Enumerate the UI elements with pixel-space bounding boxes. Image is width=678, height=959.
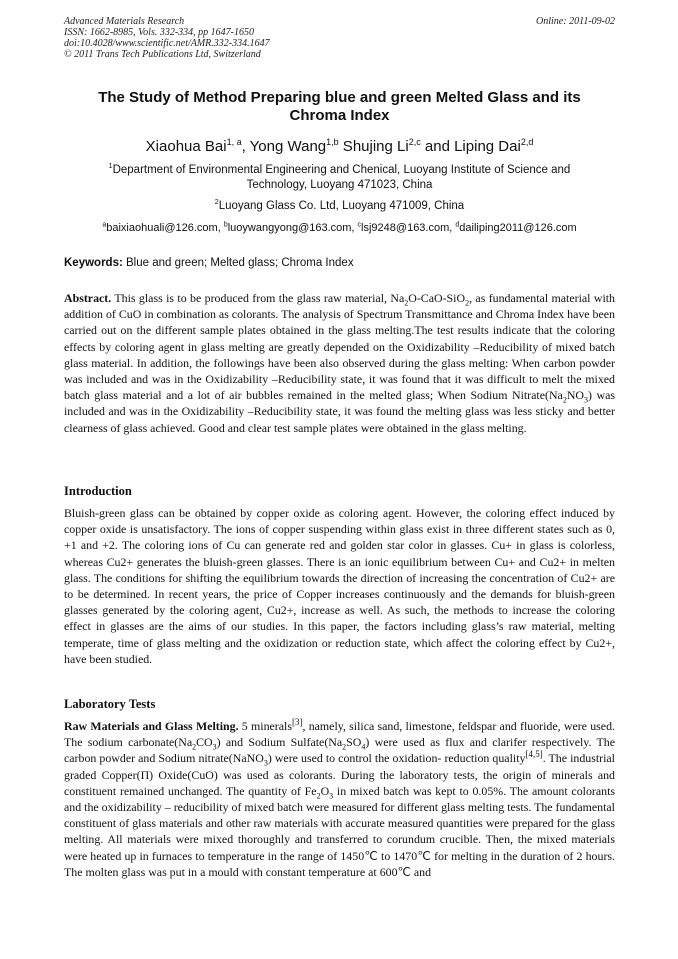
email-mark: b — [223, 221, 228, 229]
abstract-text: O-CaO-SiO — [408, 291, 466, 305]
subsection-runin-heading: Raw Materials and Glass Melting. — [64, 719, 239, 733]
subscript: 3 — [263, 758, 268, 768]
author-affil-mark: 2,c — [408, 137, 421, 147]
author-name: Liping Dai — [454, 138, 521, 155]
author-separator: and — [420, 138, 455, 155]
online-date: Online: 2011-09-02 — [536, 16, 615, 27]
affiliation-mark: 2 — [214, 199, 219, 207]
lab-text: ) were used to control the oxidation- reduction quality — [267, 751, 526, 766]
laboratory-paragraph — [64, 718, 615, 880]
lab-text: 5 minerals — [238, 719, 292, 733]
title-line-1: The Study of Method Preparing blue and green Melted Glass and its — [98, 89, 581, 106]
abstract-text: This glass is to be produced from the glass raw material, Na — [111, 291, 405, 305]
subscript: 2 — [192, 742, 197, 752]
author-name: Yong Wang — [249, 138, 327, 155]
section-heading-introduction: Introduction — [64, 484, 132, 498]
author-separator: , — [241, 138, 250, 155]
keywords-text: Blue and green; Melted glass; Chroma Index — [122, 257, 354, 269]
affiliation-1 — [64, 163, 615, 193]
affiliation-mark: 1 — [108, 163, 113, 171]
keywords-label: Keywords: — [64, 257, 123, 269]
lab-text: . The industrial graded Copper(Π) Oxide(CuO) was used as colorants. During the laboratory tests, the origin of minerals and constituent remained unchanged. The quantity of Fe — [64, 751, 615, 798]
lab-text: CO — [196, 735, 213, 750]
author-affil-mark: 1, a — [226, 137, 242, 147]
issn-line: ISSN: 1662-8985, Vols. 332-334, pp 1647-1650 — [64, 27, 254, 38]
abstract-text: , as fundamental material with addition of CuO in combination as colorants. The analysis of Spectrum Transmittance and Chroma Index have been carried out on the different sample plates obtained in the glass melting.The test results indicate that the coloring effects by coloring agent in glass melting are greatly depended on the Oxidizability –Reducibility of mixed batch glass material. In addition, the followings have been also observed during the glass melting: When carbon powder was included and was in the Oxidizability –Reducibility state, it was found that it was difficult to melt the mixed batch glass material and a lot of air bubbles remained in the melted glass; When Sodium Nitrate(Na — [64, 291, 616, 403]
title-line-2: Chroma Index — [289, 107, 390, 124]
author-affil-mark: 2,d — [520, 137, 534, 147]
keywords-line — [64, 256, 615, 270]
subscript: 2 — [342, 742, 347, 752]
lab-text: ) were used as flux and clarifer respectively. The carbon powder and Sodium nitrate(NaNO — [64, 735, 616, 766]
affiliation-text: Technology, Luoyang 471023, China — [246, 179, 433, 191]
email-link[interactable]: luoywangyong@163.com, — [227, 222, 358, 234]
lab-text: ) and Sodium Sulfate(Na — [216, 735, 343, 750]
email-mark: a — [102, 221, 107, 229]
affiliation-text: Department of Environmental Engineering and Chenical, Luoyang Institute of Science and — [112, 164, 571, 176]
subscript: 3 — [329, 791, 334, 801]
email-link[interactable]: dailiping2011@126.com — [459, 222, 577, 234]
abstract-paragraph — [64, 290, 615, 436]
abstract-label: Abstract. — [64, 291, 112, 305]
author-affil-mark: 1,b — [326, 137, 339, 147]
copyright-line: © 2011 Trans Tech Publications Ltd, Switzerland — [64, 49, 261, 60]
abstract-text: ) was included and was in the Oxidizability –Reducibility state, it was found the melting glass was less sticky and better clearness of glass achieved. Good and clear test sample plates were obtained in the glass melting. — [64, 388, 615, 435]
subscript: 3 — [584, 395, 589, 405]
email-mark: c — [357, 221, 362, 229]
email-mark: d — [455, 221, 460, 229]
citation-mark[interactable]: [4,5] — [525, 749, 543, 760]
affiliation-text: Luoyang Glass Co. Ltd, Luoyang 471009, China — [218, 200, 465, 212]
lab-text: SO — [346, 735, 362, 750]
section-heading-laboratory-tests: Laboratory Tests — [64, 697, 156, 711]
email-link[interactable]: lsj9248@163.com, — [361, 222, 456, 234]
subscript: 2 — [316, 791, 321, 801]
running-header — [64, 16, 615, 60]
lab-text: , namely, silica sand, limestone, feldspar and fluoride, were used. The sodium carbonate(Na — [64, 719, 615, 750]
affiliation-2 — [64, 199, 615, 214]
author-name: Shujing Li — [338, 138, 409, 155]
journal-name: Advanced Materials Research — [64, 16, 185, 27]
author-name: Xiaohua Bai — [145, 138, 227, 155]
email-list — [64, 221, 615, 235]
subscript: 3 — [212, 742, 217, 752]
abstract-text: NO — [566, 388, 585, 403]
citation-mark[interactable]: [3] — [291, 717, 303, 728]
subscript: 4 — [361, 742, 366, 752]
subscript: 2 — [465, 298, 470, 308]
introduction-paragraph: Bluish-green glass can be obtained by copper oxide as coloring agent. However, the coloring effect induced by copper oxide is unsatisfactory. The ions of copper suspending within glass exist in three different states such as 0, +1 and +2. The coloring ions of Cu can generate red and golden star color in glasses. Cu+ in glass is colorless, whereas Cu2+ generates the bluish-green glasses. There is an ionic equilibrium between Cu+ and Cu2+ in melten glass. The conditions for shifting the equilibrium towards the direction of increasing the concentration of Cu2+ are to be determined. In recent years, the price of Copper increases continuously and the demands for bluish-green glasses generated by the coloring agent, Cu2+, increase as well. As such, the methods to increase the coloring effect in glasses are the aims of our studies. In this paper, the factors including glass’s raw material, melting temperate, time of glass melting and the oxidization or reduction state, which affect the coloring effect by Cu2+, have been studied. — [64, 506, 615, 666]
subscript: 2 — [562, 395, 567, 405]
paper-title — [64, 89, 615, 125]
lab-text: O — [320, 783, 330, 798]
email-link[interactable]: baixiaohuali@126.com, — [106, 222, 224, 234]
lab-text: in mixed batch was kept to 0.05%. The amount colorants and the oxidizability – reducibility of mixed batch were measured for different glass melting tests. The fundamental constituent of glass materials and other raw materials with accurate measured quantities were prepared for the glass melting. All materials were mixed thoroughly and transferred to corundum crucible. Then, the mixed materials were heated up in furnaces to temperature in the range of 1450℃ to 1470℃ for melting in the duration of 2 hours. The molten glass was put in a mould with constant temperature at 600℃ and — [64, 783, 616, 879]
doi-line: doi:10.4028/www.scientific.net/AMR.332-334.1647 — [64, 38, 270, 49]
subscript: 2 — [404, 298, 409, 308]
author-list — [64, 138, 615, 156]
